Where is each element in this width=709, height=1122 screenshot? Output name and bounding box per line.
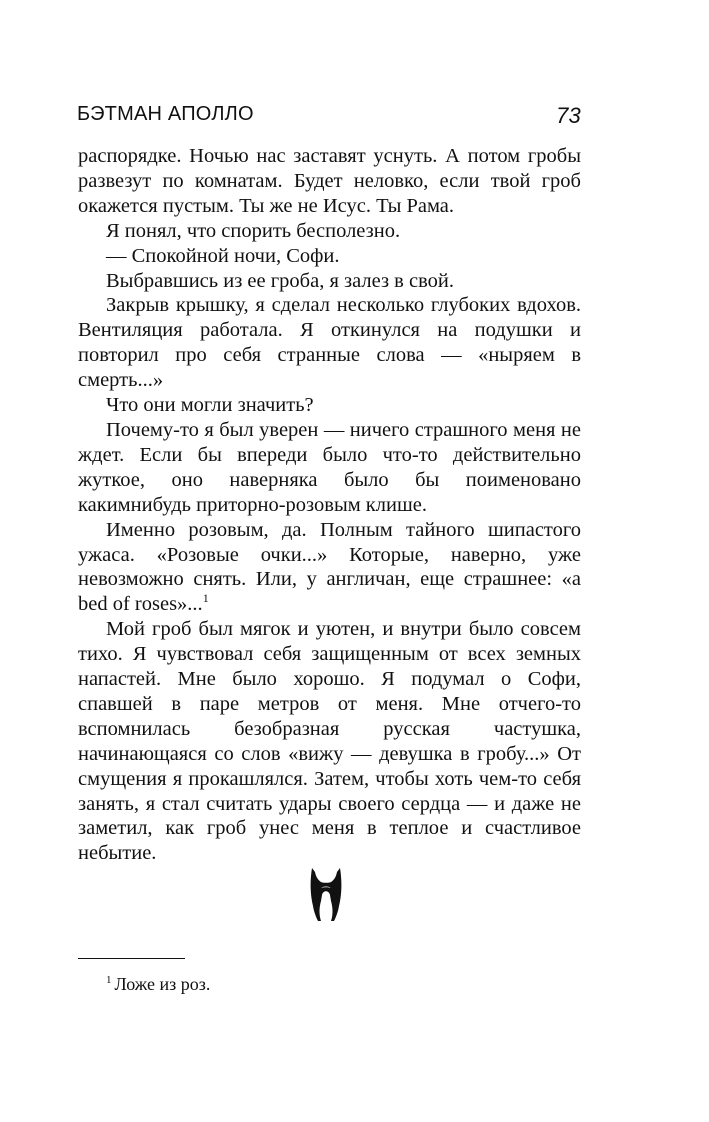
footnote-marker: 1 — [106, 974, 112, 986]
footnote-reference[interactable]: 1 — [202, 591, 209, 606]
book-title: БЭТМАН АПОЛЛО — [77, 103, 254, 125]
paragraph: Закрыв крышку, я сделал несколько глубоких вдохов. Вентиляция работала. Я откинулся на подушки и повторил про себя странные слова — «ныряем в смерть...» — [78, 294, 581, 392]
running-head — [77, 103, 581, 133]
paragraph-text: Именно розовым, да. Полным тайного шипастого ужаса. «Розовые очки...» Которые, наверно, уже невозможно снять. Или, у англичан, еще страшнее: «a bed of roses»... — [78, 518, 581, 616]
page-number: 73 — [556, 103, 581, 128]
footnote-divider — [78, 958, 185, 959]
paragraph: Почему-то я был уверен — ничего страшного меня не ждет. Если бы впереди было что-то действительно жуткое, оно наверняка было бы поименовано какимнибудь приторно-розовым клише. — [78, 418, 581, 516]
paragraph-with-footnote — [78, 518, 581, 618]
paragraph: — Спокойной ночи, Софи. — [106, 244, 340, 267]
footnote-text: Ложе из роз. — [114, 974, 211, 994]
paragraph: Я понял, что спорить бесполезно. — [106, 219, 401, 242]
paragraph: Выбравшись из ее гроба, я залез в свой. — [106, 269, 454, 292]
chapter-end-ornament-icon — [308, 866, 344, 922]
footnote — [106, 973, 210, 995]
body-text — [78, 144, 581, 866]
paragraph: Мой гроб был мягок и уютен, и внутри было совсем тихо. Я чувствовал себя защищенным от всех земных напастей. Мне было хорошо. Я подумал о Софи, спавшей в паре метров от меня. Мне отчего-то вспомнилась безобразная русская частушка, начинающаяся со слов «вижу — девушка в гробу...» От смущения я прокашлялся. Затем, чтобы хоть чем-то себя занять, я стал считать удары своего сердца — и даже не заметил, как гроб унес меня в теплое и счастливое небытие. — [78, 618, 581, 865]
paragraph: распорядке. Ночью нас заставят уснуть. А потом гробы развезут по комнатам. Будет неловко, если твой гроб окажется пустым. Ты же не Исус. Ты Рама. — [78, 145, 581, 217]
paragraph: Что они могли значить? — [106, 394, 314, 417]
